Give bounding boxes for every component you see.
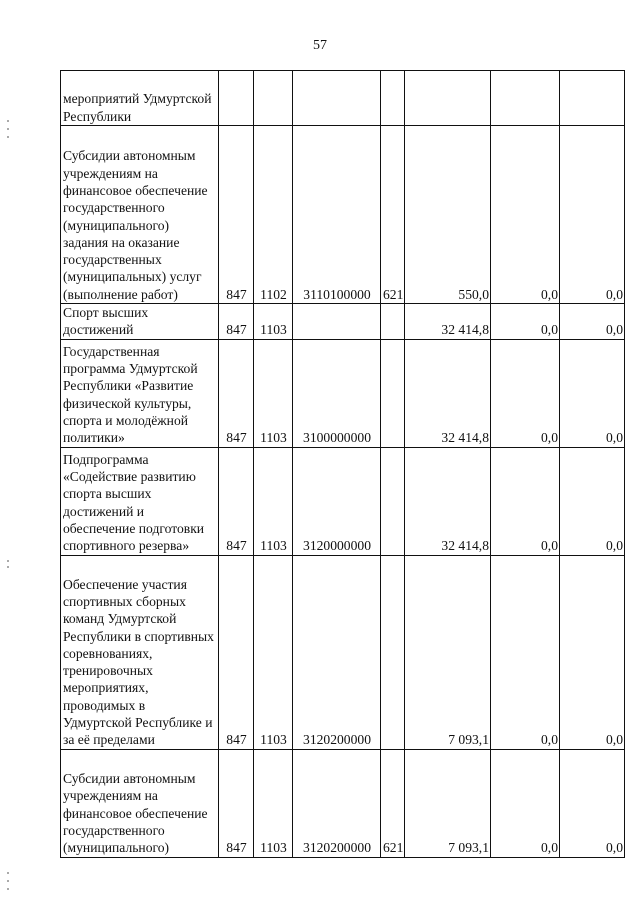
budget-table: [60, 70, 625, 858]
row-name: Субсидии автономным учреждениям на финансовое обеспечение государственного (муниципального): [61, 749, 219, 857]
table-row: [61, 749, 625, 857]
expense-type-code: [381, 71, 405, 126]
section-code: 1102: [254, 126, 293, 304]
amount-1: 32 414,8: [405, 339, 491, 447]
table-row: [61, 126, 625, 304]
expense-type-code: 621: [381, 749, 405, 857]
ved-code: 847: [219, 339, 254, 447]
section-code: 1103: [254, 749, 293, 857]
amount-3: 0,0: [560, 555, 625, 749]
target-article-code: [293, 71, 381, 126]
scan-edge-marks: [7, 0, 13, 905]
row-name: Субсидии автономным учреждениям на финансовое обеспечение государственного (муниципального) задания на оказание государственных (муниципальных) услуг (выполнение работ): [61, 126, 219, 304]
ved-code: 847: [219, 126, 254, 304]
table-row: [61, 304, 625, 340]
amount-3: 0,0: [560, 304, 625, 340]
page-number: 57: [313, 38, 327, 53]
ved-code: 847: [219, 447, 254, 555]
row-name: Подпрограмма «Содействие развитию спорта высших достижений и обеспечение подготовки спортивного резерва»: [61, 447, 219, 555]
target-article-code: 3100000000: [293, 339, 381, 447]
expense-type-code: [381, 555, 405, 749]
amount-2: 0,0: [491, 447, 560, 555]
amount-3: 0,0: [560, 447, 625, 555]
amount-1: [405, 71, 491, 126]
row-name: Обеспечение участия спортивных сборных команд Удмуртской Республики в спортивных соревнованиях, тренировочных мероприятиях, проводимых в Удмуртской Республике и за её пределами: [61, 555, 219, 749]
section-code: 1103: [254, 555, 293, 749]
amount-3: 0,0: [560, 749, 625, 857]
expense-type-code: [381, 304, 405, 340]
target-article-code: [293, 304, 381, 340]
table-row: [61, 339, 625, 447]
amount-3: 0,0: [560, 126, 625, 304]
ved-code: [219, 71, 254, 126]
ved-code: 847: [219, 749, 254, 857]
table-row: [61, 71, 625, 126]
amount-1: 550,0: [405, 126, 491, 304]
amount-2: 0,0: [491, 126, 560, 304]
amount-2: 0,0: [491, 749, 560, 857]
amount-1: 32 414,8: [405, 304, 491, 340]
ved-code: 847: [219, 304, 254, 340]
target-article-code: 3120200000: [293, 749, 381, 857]
row-name: мероприятий Удмуртской Республики: [61, 71, 219, 126]
amount-3: [560, 71, 625, 126]
expense-type-code: [381, 339, 405, 447]
amount-2: 0,0: [491, 304, 560, 340]
section-code: [254, 71, 293, 126]
amount-1: 7 093,1: [405, 555, 491, 749]
expense-type-code: 621: [381, 126, 405, 304]
section-code: 1103: [254, 304, 293, 340]
amount-3: 0,0: [560, 339, 625, 447]
row-name: Государственная программа Удмуртской Республики «Развитие физической культуры, спорта и молодёжной политики»: [61, 339, 219, 447]
table-row: [61, 447, 625, 555]
amount-2: 0,0: [491, 339, 560, 447]
section-code: 1103: [254, 339, 293, 447]
amount-1: 32 414,8: [405, 447, 491, 555]
section-code: 1103: [254, 447, 293, 555]
row-name: Спорт высших достижений: [61, 304, 219, 340]
amount-2: 0,0: [491, 555, 560, 749]
target-article-code: 3120200000: [293, 555, 381, 749]
target-article-code: 3120000000: [293, 447, 381, 555]
amount-2: [491, 71, 560, 126]
expense-type-code: [381, 447, 405, 555]
amount-1: 7 093,1: [405, 749, 491, 857]
ved-code: 847: [219, 555, 254, 749]
table-row: [61, 555, 625, 749]
target-article-code: 3110100000: [293, 126, 381, 304]
